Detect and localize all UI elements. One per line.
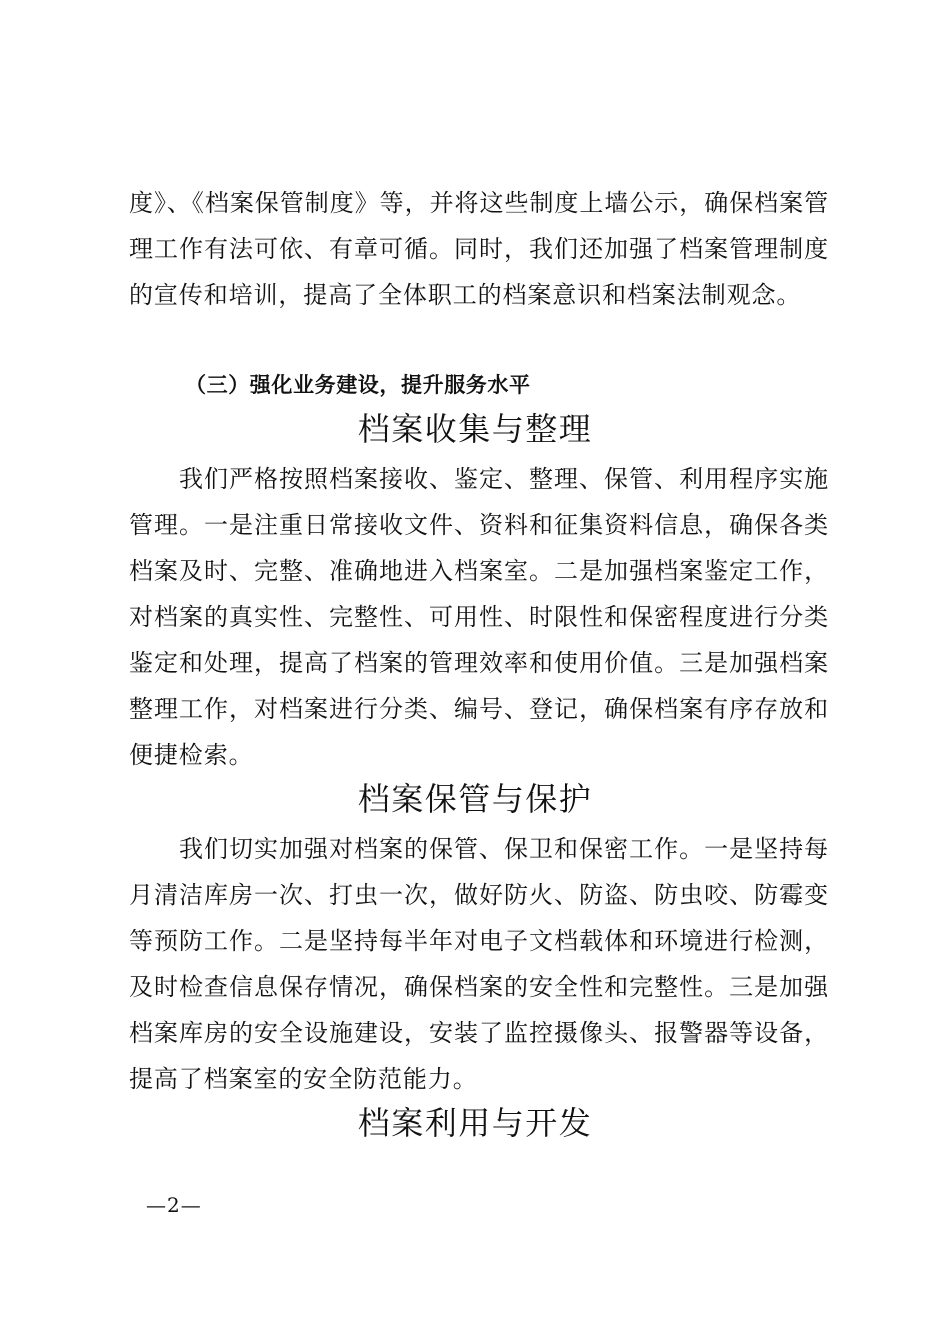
- section-title-storage: 档案保管与保护: [357, 780, 593, 818]
- subheading-business-construction: （三）强化业务建设，提升服务水平: [185, 372, 531, 397]
- page-number: —2—: [146, 1193, 202, 1217]
- paragraph-storage: 我们切实加强对档案的保管、保卫和保密工作。一是坚持每月清洁库房一次、打虫一次，做好防火、防盗、防虫咬、防霉变等预防工作。二是坚持每半年对电子文档载体和环境进行检测，及时检查信息保存情况，确保档案的安全性和完整性。三是加强档案库房的安全设施建设，安装了监控摄像头、报警器等设备，提高了档案室的安全防范能力。: [129, 835, 829, 1093]
- paragraph-collection: 我们严格按照档案接收、鉴定、整理、保管、利用程序实施管理。一是注重日常接收文件、资料和征集资料信息，确保各类档案及时、完整、准确地进入档案室。二是加强档案鉴定工作，对档案的真实性、完整性、可用性、时限性和保密程度进行分类鉴定和处理，提高了档案的管理效率和使用价值。三是加强档案整理工作，对档案进行分类、编号、登记，确保档案有序存放和便捷检索。: [129, 465, 829, 769]
- paragraph-archive-system: 度》、《档案保管制度》等，并将这些制度上墙公示，确保档案管理工作有法可依、有章可循。同时，我们还加强了档案管理制度的宣传和培训，提高了全体职工的档案意识和档案法制观念。: [129, 189, 829, 309]
- section-title-utilization: 档案利用与开发: [357, 1104, 593, 1142]
- section-title-collection: 档案收集与整理: [357, 410, 593, 448]
